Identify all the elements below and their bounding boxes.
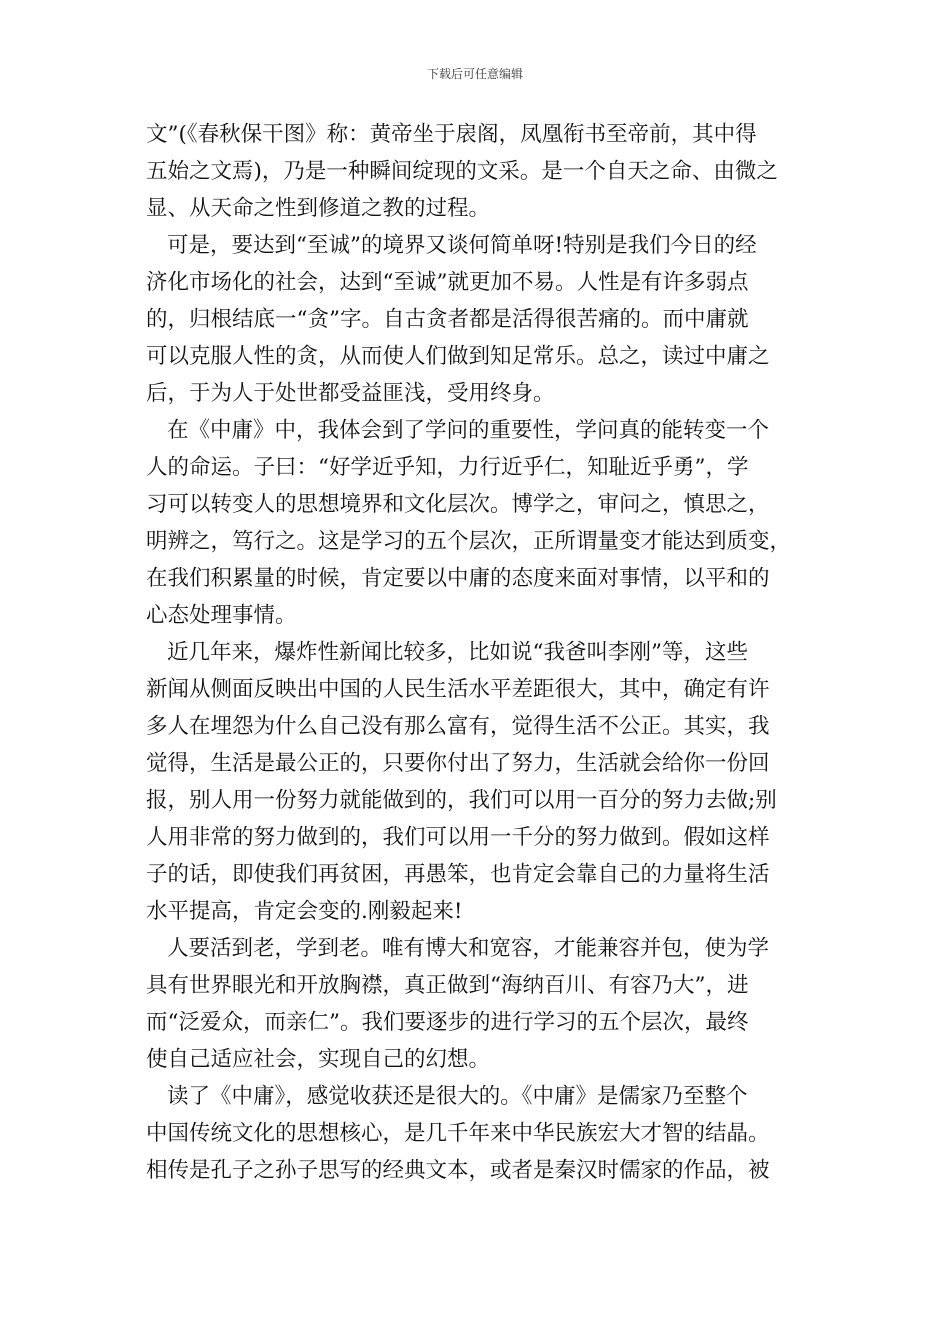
text-line: 习可以转变人的思想境界和文化层次。博学之，审问之，慎思之， bbox=[146, 492, 770, 517]
text-line: 近几年来，爆炸性新闻比较多，比如说“我爸叫李刚”等，这些 bbox=[167, 640, 748, 665]
text-line: 使自己适应社会，实现自己的幻想。 bbox=[146, 1047, 491, 1072]
text-line: 显、从天命之性到修道之教的过程。 bbox=[146, 196, 491, 221]
text-line: 可以克服人性的贪，从而使人们做到知足常乐。总之，读过中庸之 bbox=[146, 344, 770, 369]
text-line: 读了《中庸》，感觉收获还是很大的。《中庸》是儒家乃至整个 bbox=[167, 1084, 748, 1109]
text-line: 可是，要达到“至诚”的境界又谈何简单呀!特别是我们今日的经 bbox=[167, 233, 757, 258]
text-line: 在我们积累量的时候，肯定要以中庸的态度来面对事情，以平和的 bbox=[146, 566, 770, 591]
text-line: 在《中庸》中，我体会到了学问的重要性，学问真的能转变一个 bbox=[167, 418, 770, 443]
text-line: 后，于为人于处世都受益匪浅，受用终身。 bbox=[146, 381, 555, 406]
text-line: 子的话，即使我们再贫困，再愚笨，也肯定会靠自己的力量将生活 bbox=[146, 862, 770, 887]
text-line: 新闻从侧面反映出中国的人民生活水平差距很大，其中，确定有许 bbox=[146, 677, 770, 702]
text-line: 明辨之，笃行之。这是学习的五个层次，正所谓量变才能达到质变， bbox=[146, 529, 792, 554]
text-line: 报，别人用一份努力就能做到的，我们可以用一百分的努力去做;别 bbox=[146, 788, 777, 813]
text-line: 心态处理事情。 bbox=[146, 603, 297, 628]
text-line: 而“泛爱众，而亲仁”。我们要逐步的进行学习的五个层次，最终 bbox=[146, 1010, 749, 1035]
text-line: 济化市场化的社会，达到“至诚”就更加不易。人性是有许多弱点 bbox=[146, 270, 749, 295]
text-line: 文”(《春秋保干图》称：黄帝坐于扆阁，凤凰衔书至帝前，其中得 bbox=[146, 122, 757, 147]
text-line: 水平提高，肯定会变的.刚毅起来! bbox=[146, 899, 463, 924]
text-line: 具有世界眼光和开放胸襟，真正做到“海纳百川、有容乃大”，进 bbox=[146, 973, 749, 998]
text-line: 人用非常的努力做到的，我们可以用一千分的努力做到。假如这样 bbox=[146, 825, 770, 850]
text-line: 相传是孔子之孙子思写的经典文本，或者是秦汉时儒家的作品，被 bbox=[146, 1158, 770, 1183]
text-line: 人的命运。子曰：“好学近乎知，力行近乎仁，知耻近乎勇”，学 bbox=[146, 455, 749, 480]
page-header: 下载后可任意编辑 bbox=[426, 67, 523, 81]
text-line: 人要活到老，学到老。唯有博大和宽容，才能兼容并包，使为学 bbox=[167, 936, 770, 961]
text-line: 多人在埋怨为什么自己没有那么富有，觉得生活不公正。其实，我 bbox=[146, 714, 770, 739]
text-line: 中国传统文化的思想核心，是几千年来中华民族宏大才智的结晶。 bbox=[146, 1121, 770, 1146]
text-line: 五始之文焉)，乃是一种瞬间绽现的文采。是一个自天之命、由微之 bbox=[146, 159, 778, 184]
document-body bbox=[146, 116, 818, 1189]
text-line: 觉得，生活是最公正的，只要你付出了努力，生活就会给你一份回 bbox=[146, 751, 770, 776]
text-line: 的，归根结底一“贪”字。自古贪者都是活得很苦痛的。而中庸就 bbox=[146, 307, 749, 332]
